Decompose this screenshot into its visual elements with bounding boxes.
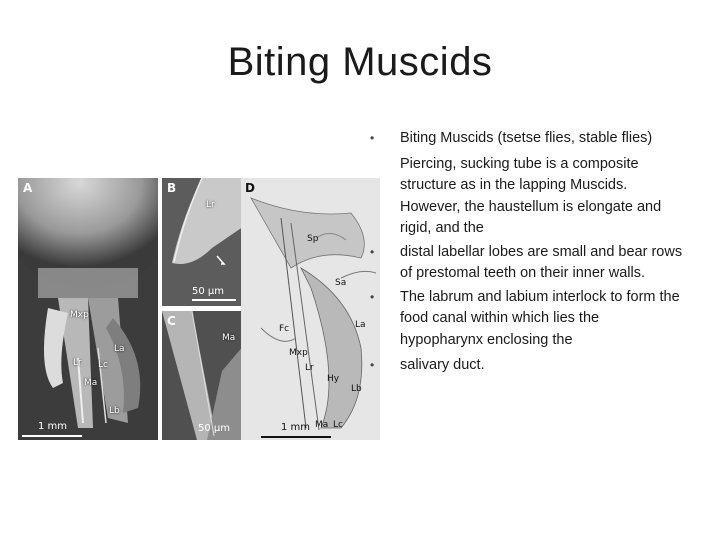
- panel-d-label: Ma: [315, 420, 329, 430]
- panel-d-label: Hy: [327, 374, 340, 384]
- panel-d-section: [241, 178, 380, 440]
- panel-a-label: Lc: [98, 360, 108, 370]
- panel-d-label: Lr: [305, 363, 314, 373]
- panel-c-letter: C: [167, 314, 176, 328]
- slide-title: Biting Muscids: [227, 40, 493, 84]
- panel-d-label: Lc: [333, 420, 343, 430]
- bullet-text: salivary duct.: [400, 357, 485, 373]
- panel-d-label: Sa: [335, 278, 347, 288]
- bullet-marker: •: [370, 289, 375, 304]
- panel-a-scale-bar: [22, 435, 82, 437]
- panel-a-label: Lb: [109, 406, 120, 416]
- bullet-item: [366, 128, 686, 150]
- bullet-item: [366, 355, 686, 377]
- panel-a-label: Mxp: [70, 310, 89, 320]
- panel-d-label: Fc: [279, 324, 290, 334]
- bullet-item: [366, 154, 686, 240]
- panel-a-label: La: [114, 344, 125, 354]
- panel-d-scale-label: 1 mm: [281, 422, 311, 433]
- panel-a-image: [18, 178, 158, 440]
- micrograph-figure: [18, 178, 380, 440]
- panel-c-scale-label: 50 µm: [198, 423, 231, 434]
- panel-a-letter: A: [23, 181, 33, 195]
- panel-c-label: Ma: [222, 333, 236, 343]
- bullet-marker: •: [370, 358, 375, 372]
- panel-b-scale-label: 50 µm: [192, 286, 225, 297]
- bullet-marker: •: [370, 244, 375, 259]
- bullet-list: [366, 128, 686, 377]
- panel-d-label: La: [355, 320, 366, 330]
- bullet-text: Piercing, sucking tube is a composite structure as in the lapping Muscids. However, the haustellum is elongate and rigid, and the: [400, 155, 662, 236]
- bullet-text: distal labellar lobes are small and bear rows of prestomal teeth on their inner walls.: [400, 243, 683, 281]
- panel-d-label: Mxp: [289, 348, 308, 358]
- panel-d-letter: D: [245, 181, 255, 195]
- bullet-item: [366, 287, 686, 352]
- panel-a-label: Ma: [84, 378, 98, 388]
- bullet-marker: •: [370, 131, 375, 145]
- panel-a-scale-label: 1 mm: [38, 421, 68, 432]
- panel-b-label: Lr: [206, 200, 215, 210]
- panel-a-label: Lr: [73, 358, 82, 368]
- bullet-item: [366, 242, 686, 285]
- panel-d-image: [241, 178, 380, 440]
- panel-a-sem-head: [18, 178, 158, 440]
- panel-d-label: Sp: [307, 234, 319, 244]
- bullet-text: The labrum and labium interlock to form the food canal within which lies the hypopharynx enclosing the: [400, 288, 680, 348]
- panel-d-scale-bar: [261, 436, 331, 438]
- panel-d-label: Lb: [351, 384, 362, 394]
- panel-b-letter: B: [167, 181, 177, 195]
- bullet-text: Biting Muscids (tsetse flies, stable flies): [400, 130, 653, 146]
- panel-b-scale-bar: [192, 299, 236, 301]
